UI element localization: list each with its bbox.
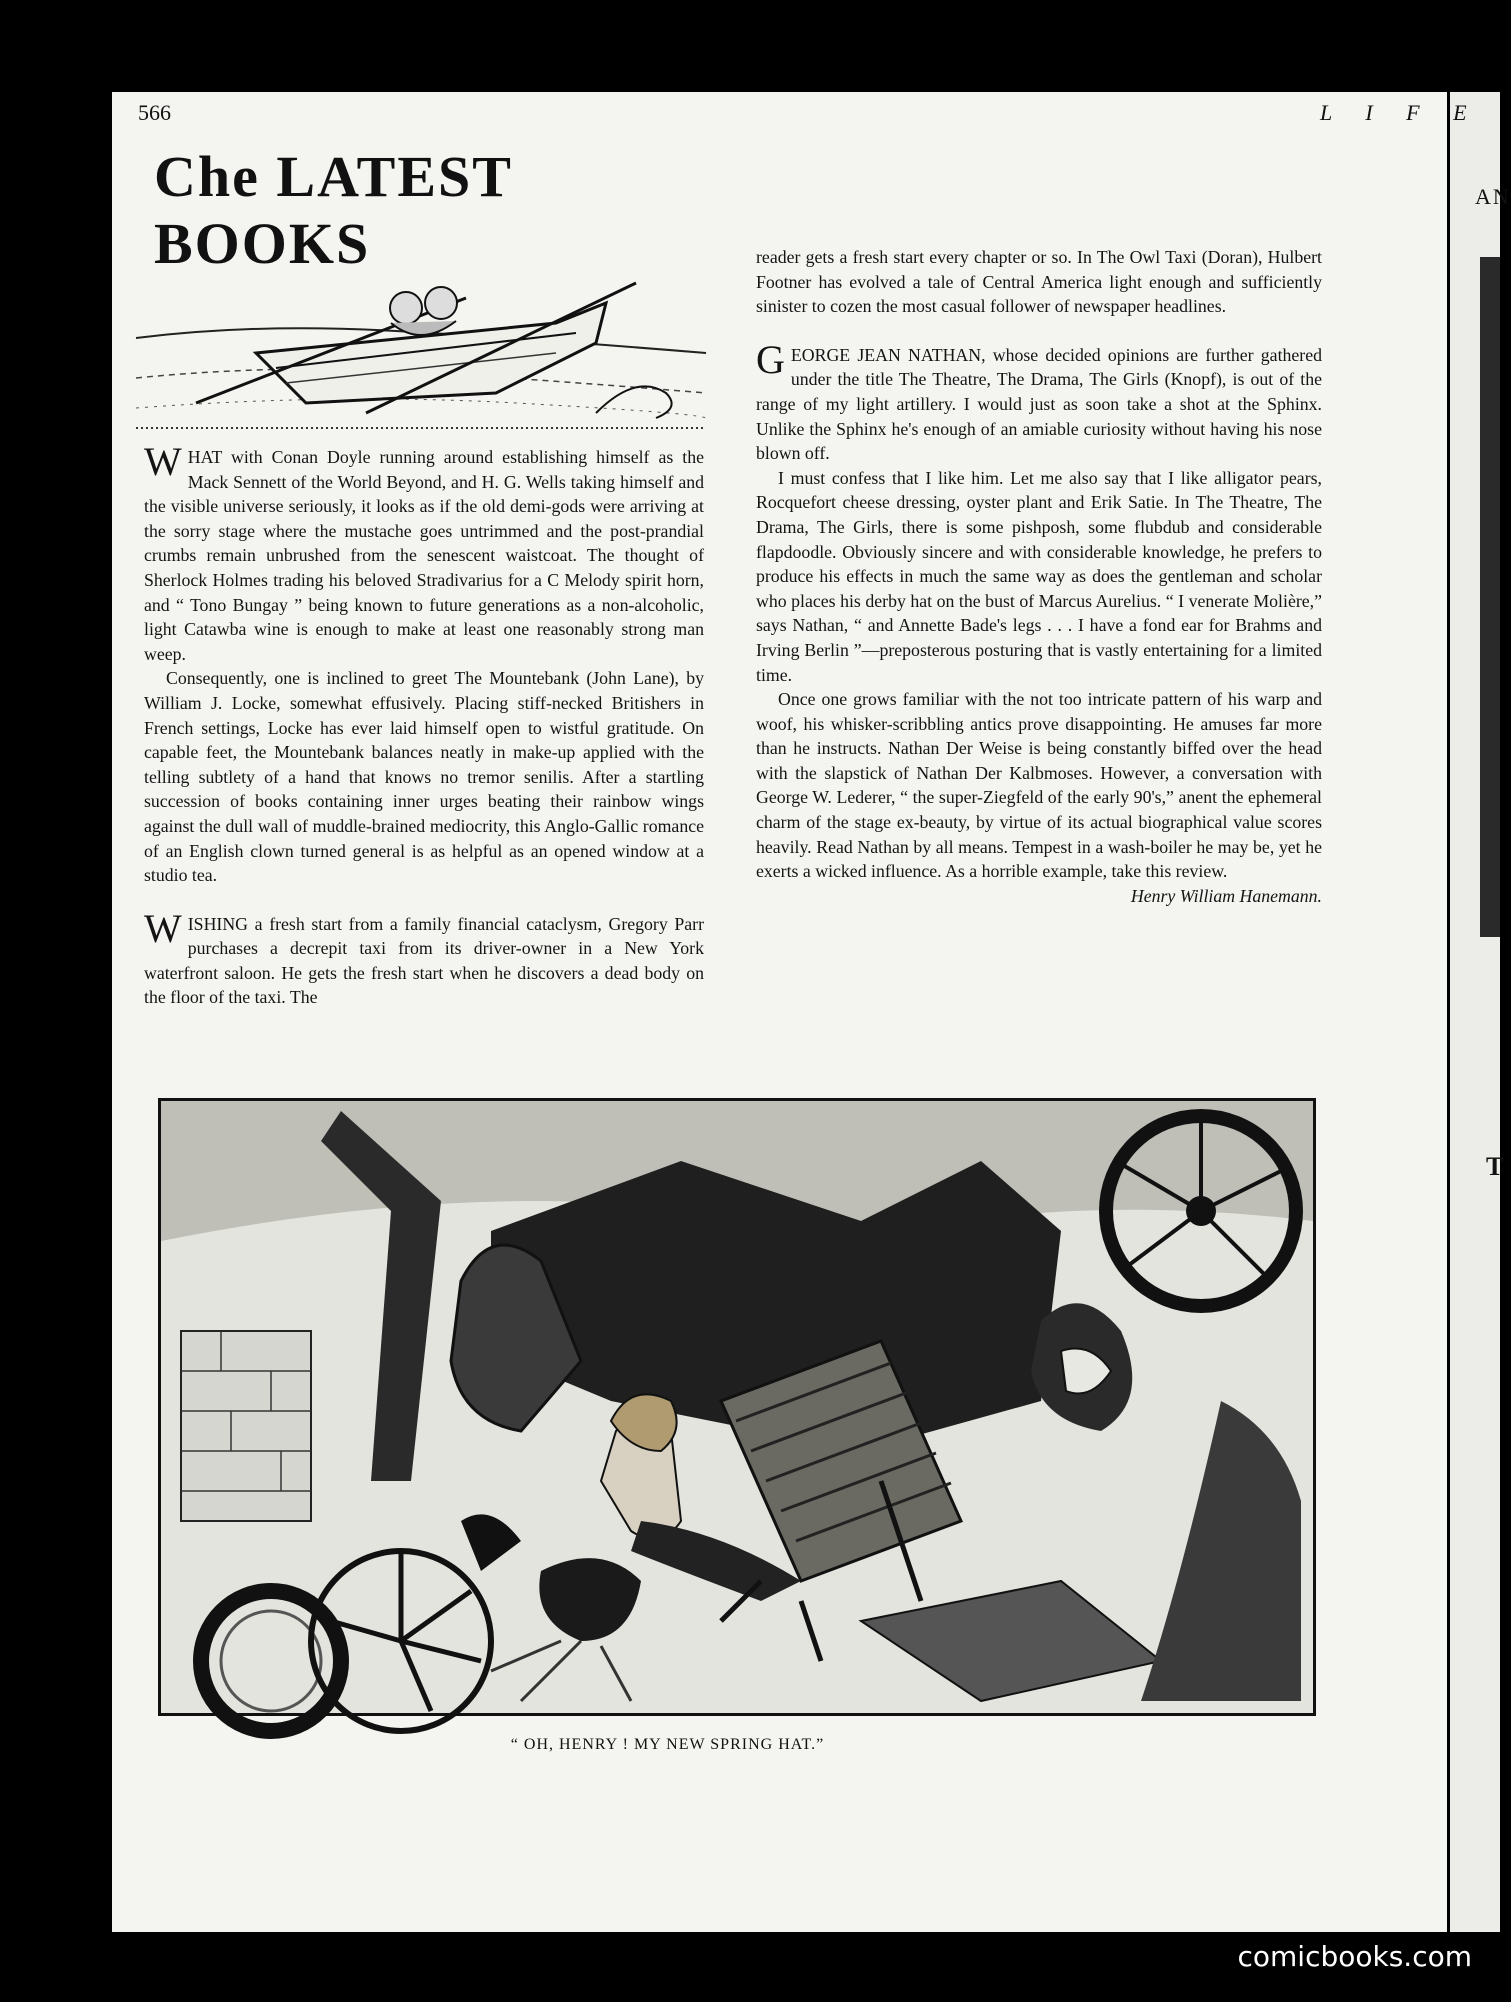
drop-cap: G [756, 336, 785, 382]
adjacent-page-fragment-mid: T [1486, 1152, 1504, 1181]
car-wreck-drawing [161, 1101, 1313, 1713]
illustration-caption: “ OH, HENRY ! MY NEW SPRING HAT.” [510, 1736, 825, 1753]
adjacent-page-edge [1450, 92, 1511, 1932]
car-wreck-illustration [158, 1098, 1316, 1716]
article-paragraph: I must confess that I like him. Let me also say that I like alligator pears, Rocquefort cheese dressing, oyster plant and Erik Satie. In The Theatre, The Drama, The Girls, there is some pishposh, some flubdub and considerable flapdoodle. Obviously sincere and with considerable knowledge, he prefers to produce his effects in much the same way as does the gentleman and scholar who places his derby hat on the bust of Marcus Aurelius. “ I venerate Molière,” says Nathan, “ and Annette Bade's legs . . . I have a fond ear for Brahms and Irving Berlin ”—preposterous posturing that is vastly entertaining for a limited time. [756, 467, 1322, 685]
page-number: 566 [138, 100, 171, 125]
article-paragraph [756, 336, 1322, 466]
adjacent-page-illustration [1480, 257, 1500, 937]
article-paragraph: reader gets a fresh start every chapter or so. In The Owl Taxi (Doran), Hulbert Footner has evolved a tale of Central America light enough and sufficiently sinister to cozen the most casual follower of newspaper headlines. [756, 247, 1322, 317]
article-paragraph: Once one grows familiar with the not too intricate pattern of his warp and woof, his whisker-scribbling antics prove disappointing. He amuses far more than he instructs. Nathan Der Weise is being constantly biffed over the head with the slapstick of Nathan Der Kalbmoses. However, a conversation with George W. Lederer, “ the super-Ziegfeld of the early 90's,” anent the ephemeral charm of the stage ex-beauty, by virtue of its actual biographical value scores heavily. Read Nathan by all means. Tempest in a wash-boiler he may be, yet he exerts a wicked influence. As a horrible example, take this review. [756, 689, 1322, 882]
section-headpiece [136, 143, 706, 433]
left-column [144, 439, 704, 1010]
author-signature: Henry William Hanemann. [1130, 885, 1322, 906]
paragraph-text: EORGE JEAN NATHAN, whose decided opinions are further gathered under the title The Theatre, The Drama, The Girls (Knopf), is out of the range of my light artillery. I would just as soon take a shot at the Sphinx. Unlike the Sphinx he's enough of an amiable curiosity without having his nose blown off. [756, 344, 1322, 464]
paragraph-text: ISHING a fresh start from a family financial cataclysm, Gregory Parr purchases a decrepit taxi from its driver-owner in a New York waterfront saloon. He gets the fresh start when he discovers a dead body on the floor of the taxi. The [144, 913, 704, 1008]
site-watermark: comicbooks.com [1237, 1940, 1472, 1973]
rowboat-illustration [136, 203, 706, 433]
paragraph-text: HAT with Conan Doyle running around establishing himself as the Mack Sennett of the World Beyond, and H. G. Wells taking himself and the visible universe seriously, it looks as if the old demi-gods were arriving at the sorry stage where the mustache goes untrimmed and the post-prandial crumbs remain unbrushed from the senescent waistcoat. The thought of Sherlock Holmes trading his beloved Stradivarius for a C Melody spirit horn, and “ Tono Bungay ” being known to future generations as a non-alcoholic, light Catawba wine is enough to make at least one reasonably strong man weep. [144, 447, 704, 664]
article-paragraph [144, 439, 704, 666]
article-paragraph [144, 905, 704, 1010]
running-head: L I F E [1320, 100, 1481, 125]
adjacent-page-fragment: AN [1475, 184, 1511, 209]
drop-cap: W [144, 905, 182, 951]
drop-cap: W [144, 439, 182, 484]
article-paragraph: Consequently, one is inclined to greet The Mountebank (John Lane), by William J. Locke, somewhat effusively. Placing stiff-necked Britishers in French settings, Locke has ever laid himself open to wistful gratitude. On capable feet, the Mountebank balances neatly in make-up applied with the telling subtlety of a hand that knows no tremor senilis. After a startling succession of books containing inner urges beating their rainbow wings against the dull wall of muddle-brained mediocrity, this Anglo-Gallic romance of an English clown turned general is as helpful as an opened window at a studio tea. [144, 668, 704, 886]
right-column [756, 245, 1322, 908]
section-title: Che LATEST BOOKS [154, 144, 512, 276]
